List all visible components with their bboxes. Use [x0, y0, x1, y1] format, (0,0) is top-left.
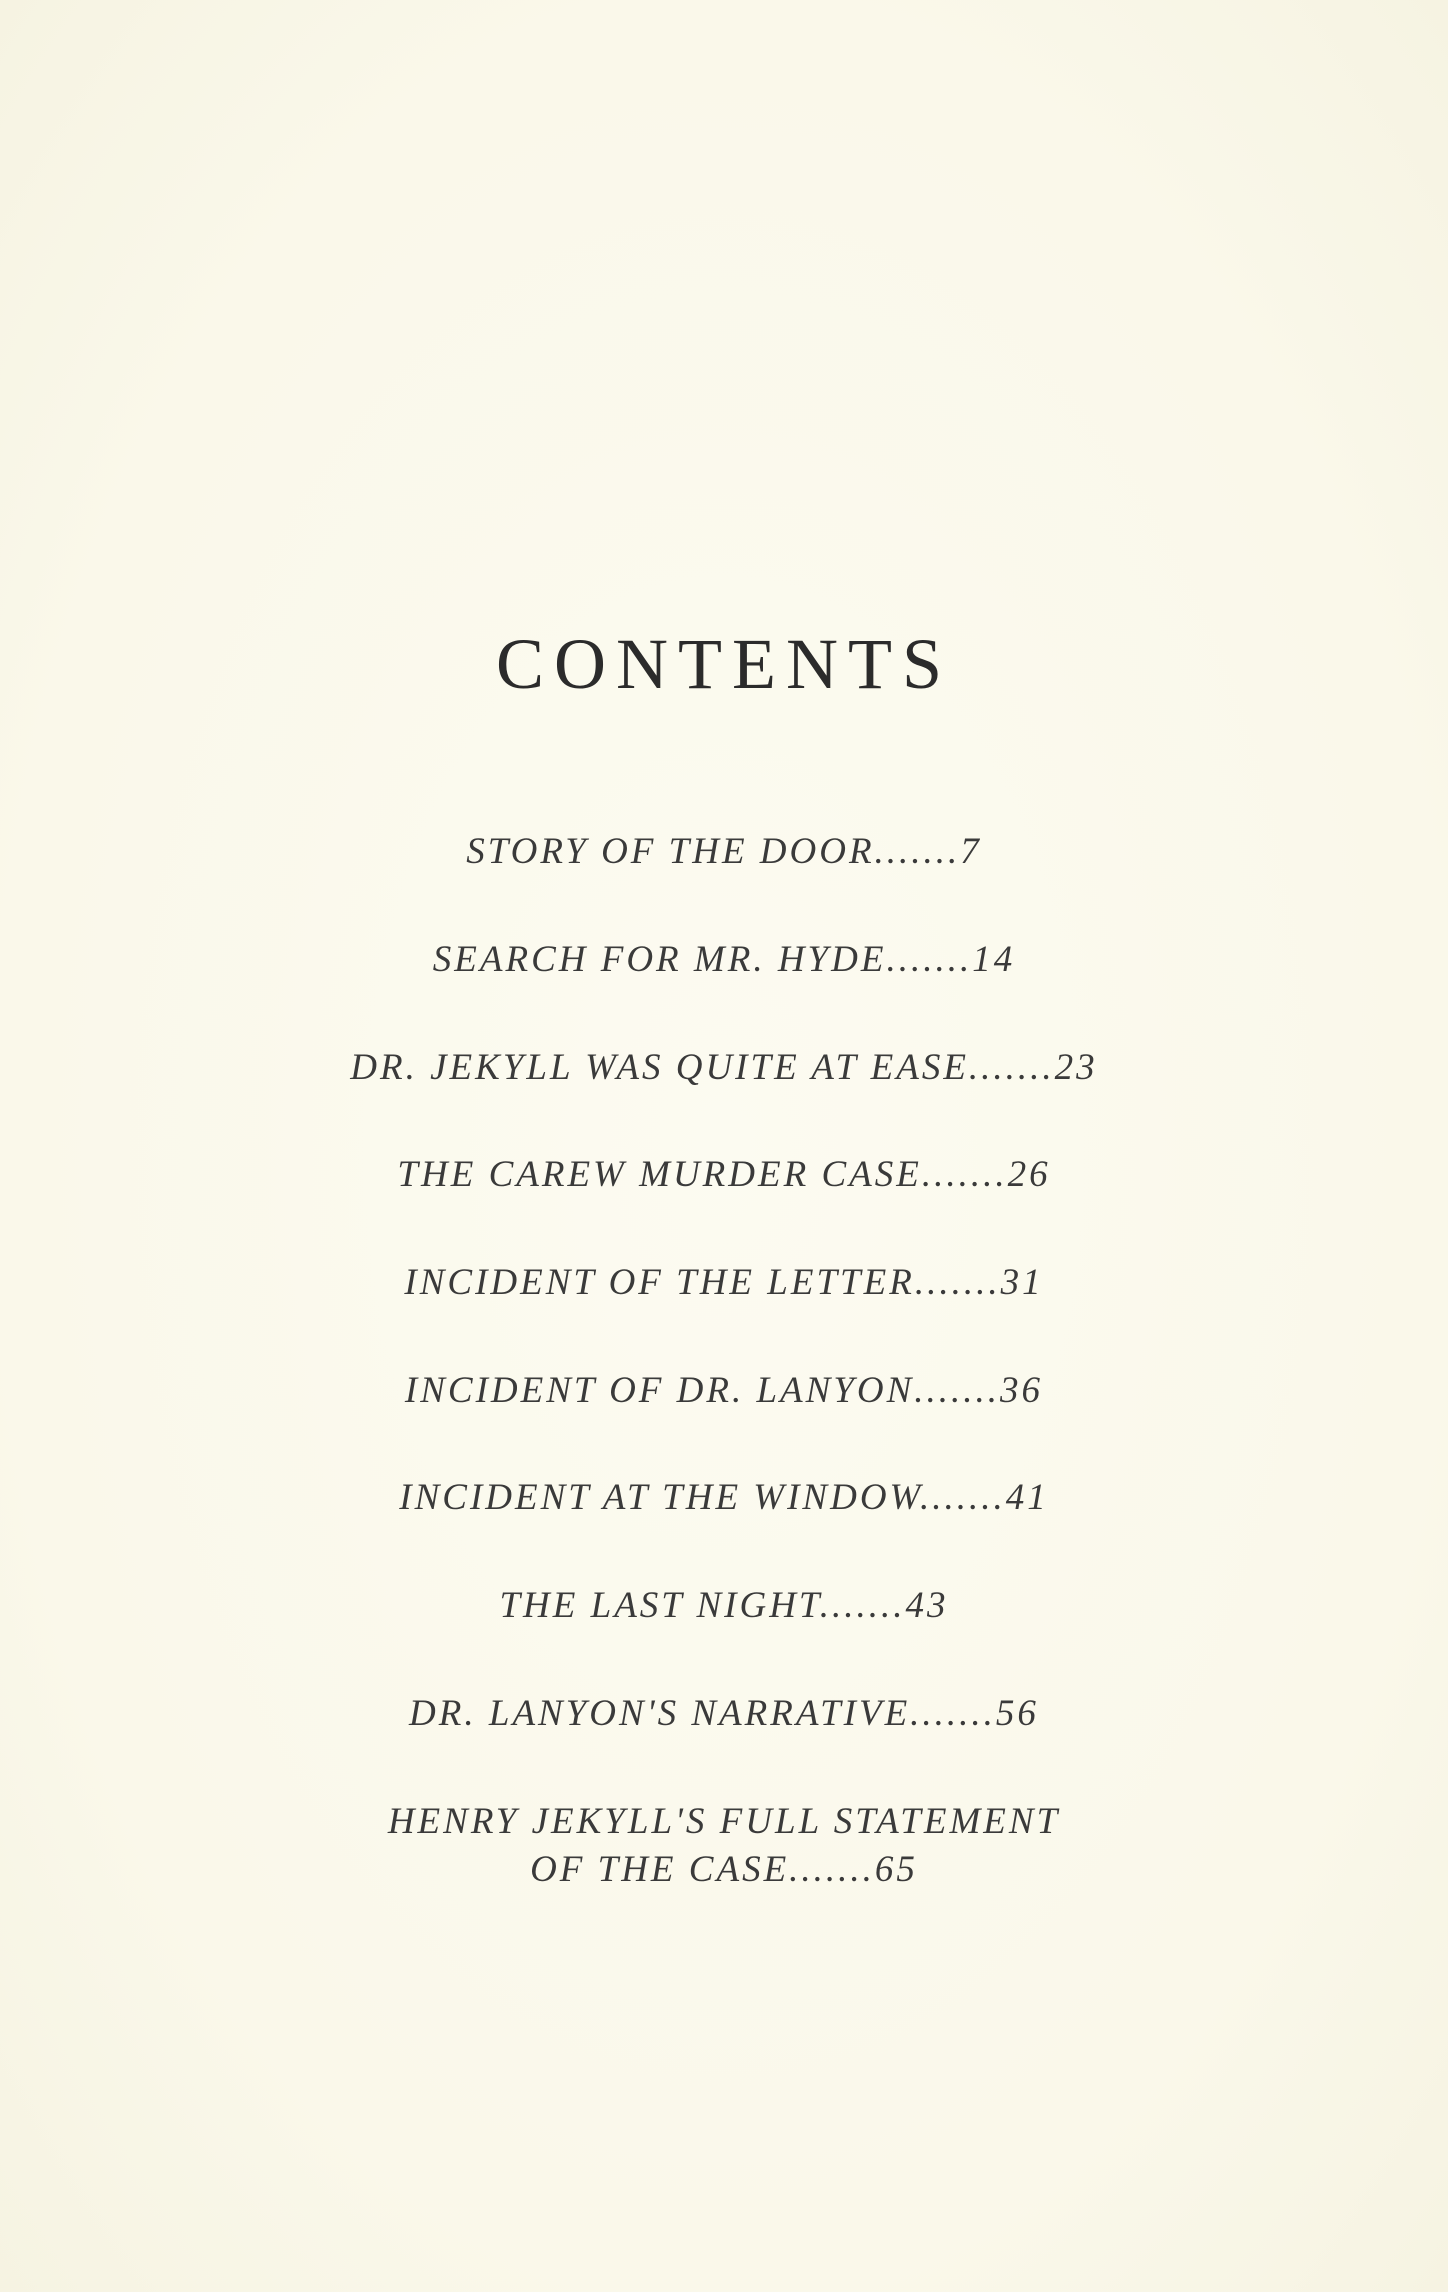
toc-entry-text-continued: OF THE CASE.......65	[530, 1849, 918, 1890]
toc-entry-text: HENRY JEKYLL'S FULL STATEMENT	[387, 1801, 1061, 1842]
toc-entry	[0, 828, 1448, 876]
toc-entry	[0, 1367, 1448, 1415]
toc-entry-text: INCIDENT OF THE LETTER.......31	[404, 1262, 1044, 1303]
toc-entry	[0, 1474, 1448, 1522]
toc-entry	[0, 1690, 1448, 1738]
toc-entry	[0, 936, 1448, 984]
toc-entry-text: THE CAREW MURDER CASE.......26	[397, 1154, 1051, 1195]
toc-entry	[0, 1151, 1448, 1199]
page-title: CONTENTS	[496, 624, 952, 705]
toc-entry-text: INCIDENT OF DR. LANYON.......36	[404, 1370, 1044, 1411]
toc-entry-text: THE LAST NIGHT.......43	[499, 1585, 949, 1626]
toc-entry	[0, 1582, 1448, 1630]
toc-entry-text: STORY OF THE DOOR.......7	[466, 831, 982, 872]
toc-entry-text: DR. LANYON'S NARRATIVE.......56	[409, 1693, 1039, 1734]
toc-entry	[0, 1044, 1448, 1092]
toc-entry-text: SEARCH FOR MR. HYDE.......14	[432, 939, 1016, 980]
toc-entry-text: DR. JEKYLL WAS QUITE AT EASE.......23	[350, 1047, 1098, 1088]
toc-entry	[0, 1259, 1448, 1307]
toc-entry	[0, 1798, 1448, 1894]
toc-entry-text: INCIDENT AT THE WINDOW.......41	[399, 1477, 1049, 1518]
